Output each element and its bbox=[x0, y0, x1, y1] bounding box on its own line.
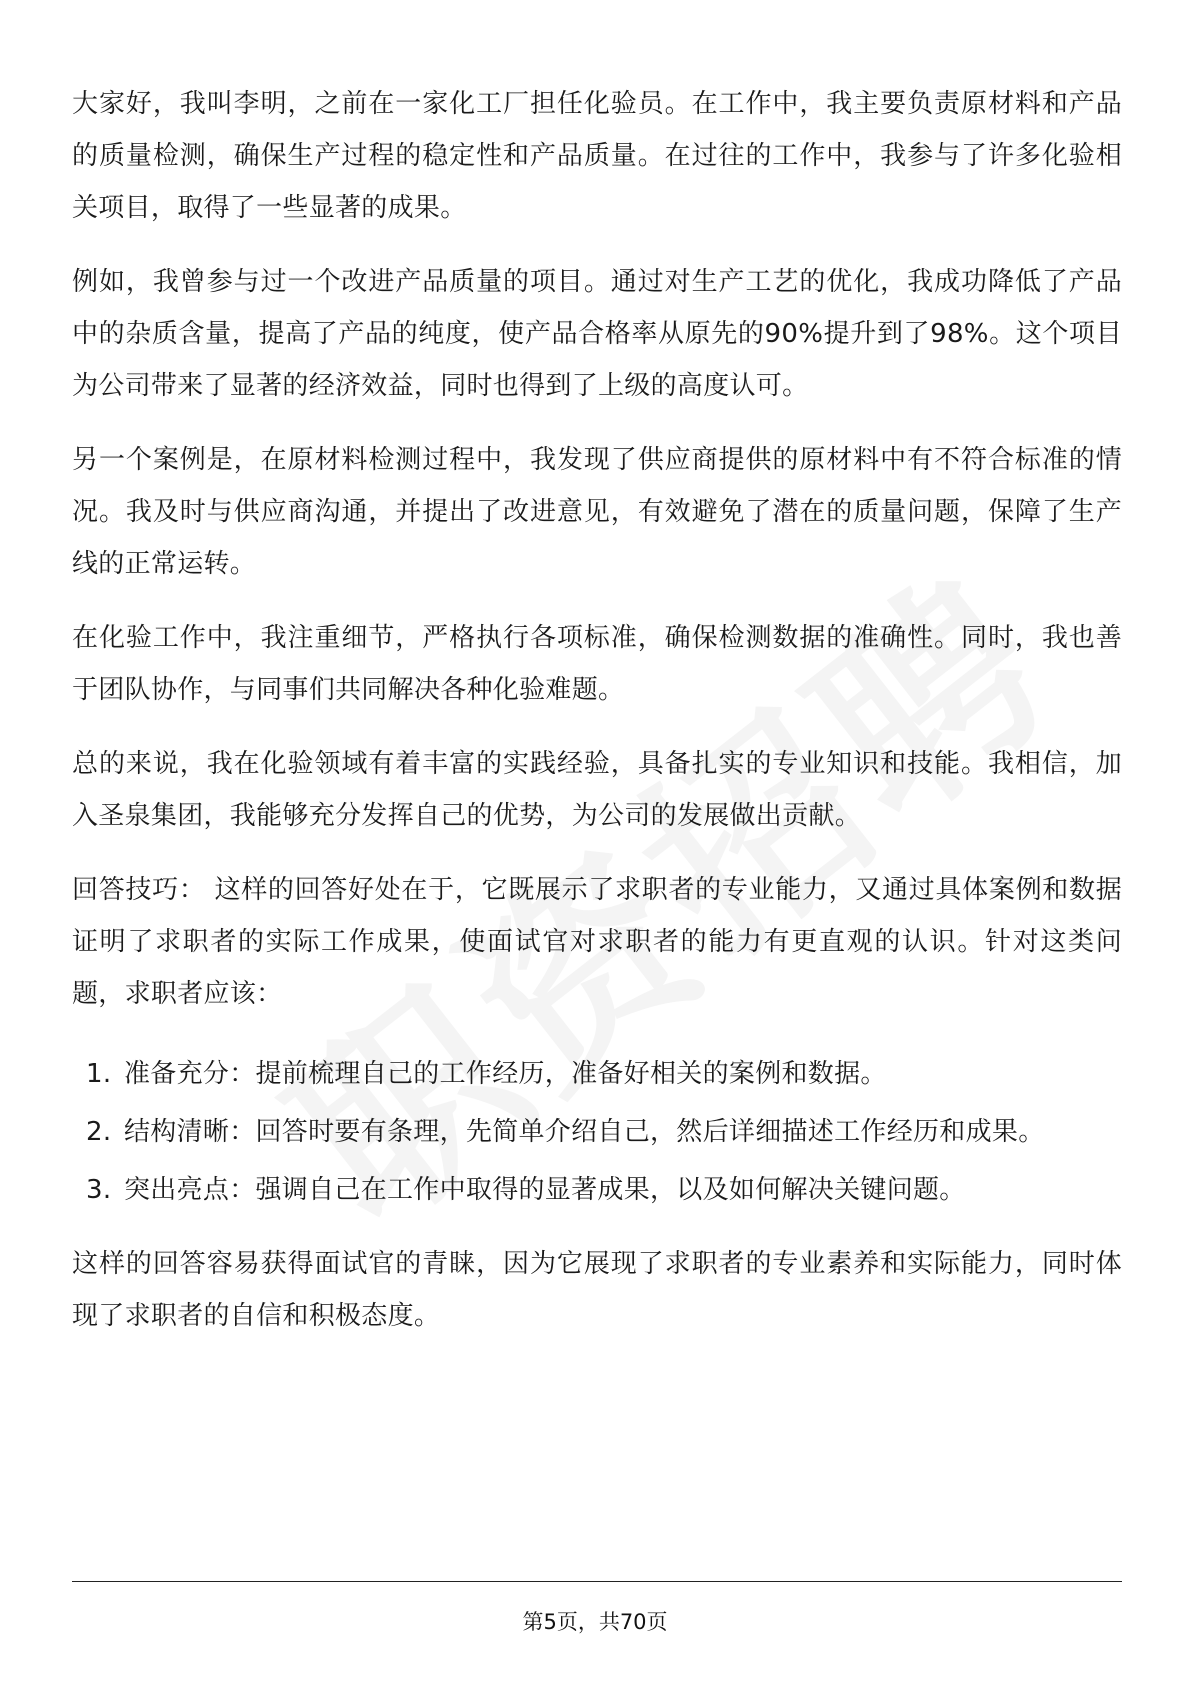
list-item bbox=[72, 1106, 1122, 1158]
paragraph-intro: 大家好，我叫李明，之前在一家化工厂担任化验员。在工作中，我主要负责原材料和产品的质量检测，确保生产过程的稳定性和产品质量。在过往的工作中，我参与了许多化验相关项目，取得了一些显著的成果。 bbox=[72, 89, 1122, 223]
list-item-number: 1. bbox=[86, 1059, 112, 1089]
paragraph-answer-tips: 回答技巧： 这样的回答好处在于，它既展示了求职者的专业能力，又通过具体案例和数据证明了求职者的实际工作成果，使面试官对求职者的能力有更直观的认识。针对这类问题，求职者应该： bbox=[72, 875, 1122, 1009]
footer-divider bbox=[72, 1581, 1122, 1582]
tips-list bbox=[72, 1048, 1122, 1216]
paragraph-strengths: 在化验工作中，我注重细节，严格执行各项标准，确保检测数据的准确性。同时，我也善于团队协作，与同事们共同解决各种化验难题。 bbox=[72, 623, 1122, 705]
list-item bbox=[72, 1164, 1122, 1216]
list-item bbox=[72, 1048, 1122, 1100]
document-body bbox=[72, 78, 1122, 1364]
list-item-text: 结构清晰：回答时要有条理，先简单介绍自己，然后详细描述工作经历和成果。 bbox=[124, 1117, 1045, 1147]
list-item-text: 突出亮点：强调自己在工作中取得的显著成果，以及如何解决关键问题。 bbox=[124, 1175, 966, 1205]
list-item-text: 准备充分：提前梳理自己的工作经历，准备好相关的案例和数据。 bbox=[124, 1059, 887, 1089]
paragraph-example-1: 例如，我曾参与过一个改进产品质量的项目。通过对生产工艺的优化，我成功降低了产品中的杂质含量，提高了产品的纯度，使产品合格率从原先的90%提升到了98%。这个项目为公司带来了显著的经济效益，同时也得到了上级的高度认可。 bbox=[72, 267, 1122, 401]
paragraph-closing: 这样的回答容易获得面试官的青睐，因为它展现了求职者的专业素养和实际能力，同时体现了求职者的自信和积极态度。 bbox=[72, 1249, 1122, 1331]
paragraph-example-2: 另一个案例是，在原材料检测过程中，我发现了供应商提供的原材料中有不符合标准的情况。我及时与供应商沟通，并提出了改进意见，有效避免了潜在的质量问题，保障了生产线的正常运转。 bbox=[72, 445, 1122, 579]
list-item-number: 2. bbox=[86, 1117, 112, 1147]
paragraph-summary: 总的来说，我在化验领域有着丰富的实践经验，具备扎实的专业知识和技能。我相信，加入圣泉集团，我能够充分发挥自己的优势，为公司的发展做出贡献。 bbox=[72, 749, 1122, 831]
list-item-number: 3. bbox=[86, 1175, 112, 1205]
page-number: 第5页，共70页 bbox=[522, 1610, 668, 1634]
